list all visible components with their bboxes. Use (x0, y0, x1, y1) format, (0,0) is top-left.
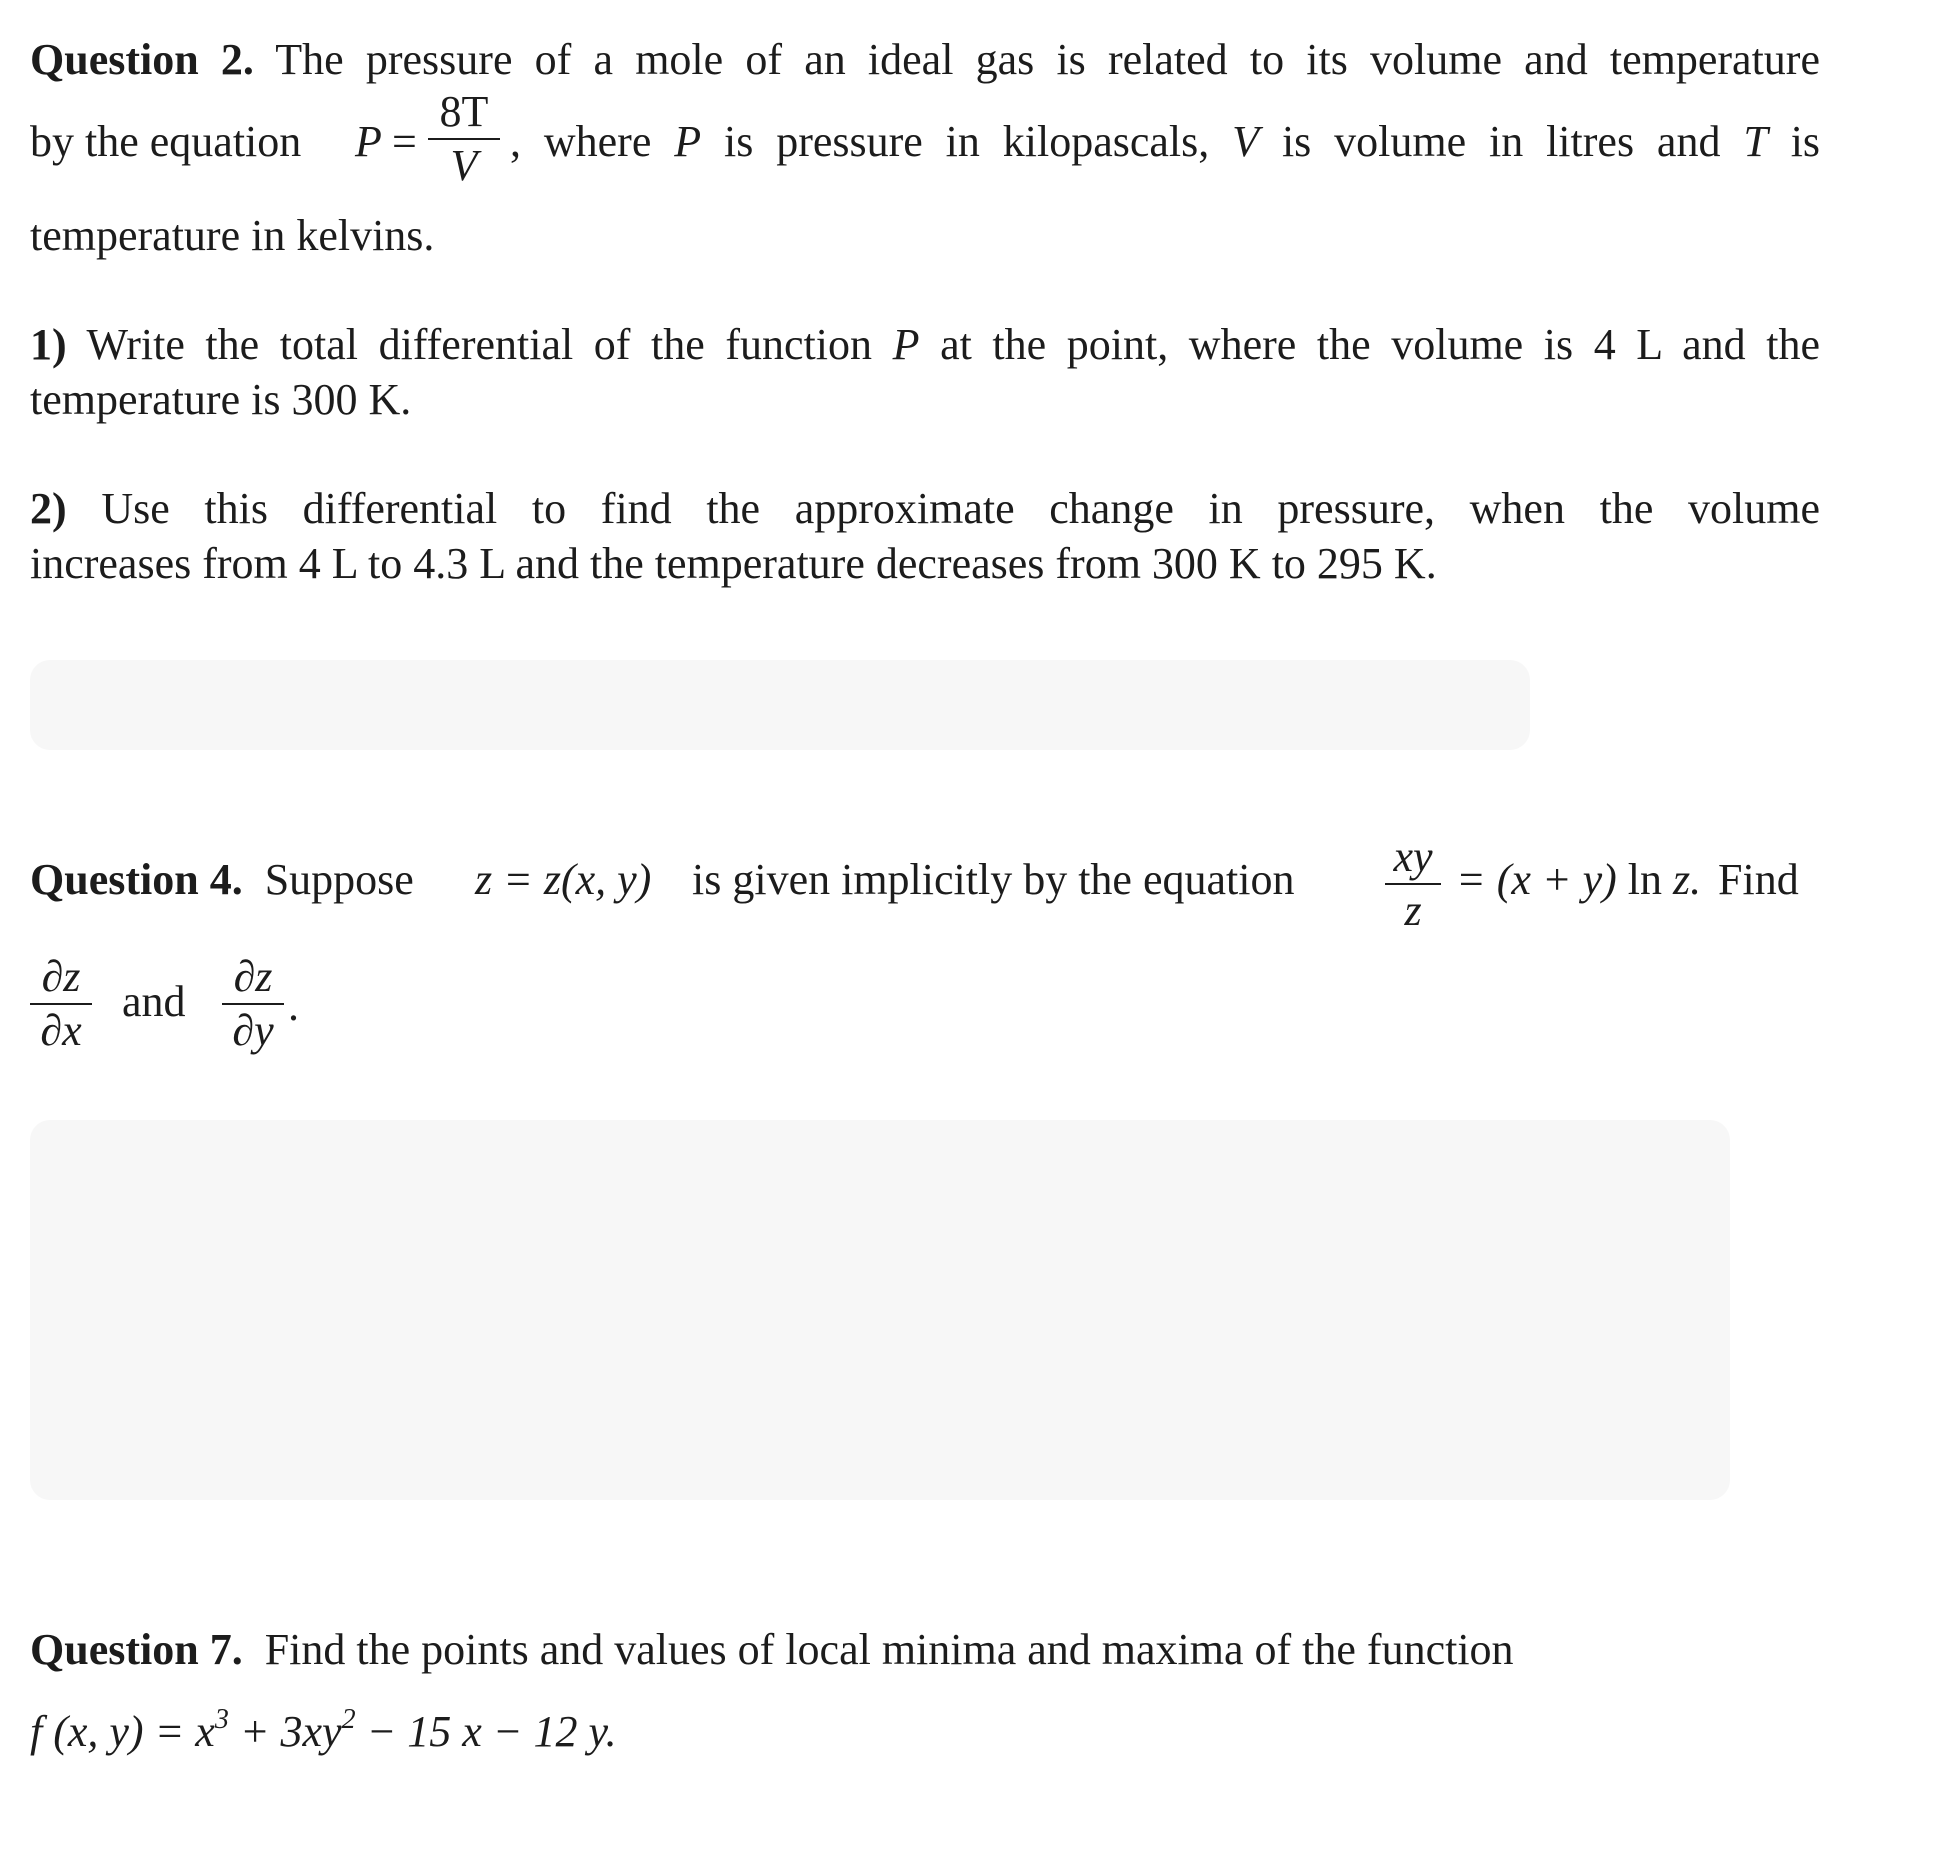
q2-line2-rest (510, 117, 1821, 166)
q4-fraction (1385, 832, 1441, 935)
q2-line1 (30, 35, 1820, 84)
q4-partial-y (222, 952, 284, 1055)
q4-partial-y-den: ∂y (232, 1006, 274, 1055)
fraction-bar (428, 138, 500, 140)
q2-var-v: V (1232, 117, 1260, 166)
q7-line1 (30, 1625, 1514, 1674)
q4-eq2 (1456, 855, 1702, 904)
fraction-bar (222, 1003, 284, 1005)
scan-smudge (30, 660, 1530, 750)
q4-partial-y-num: ∂z (233, 952, 273, 1001)
q4-partial-x-num: ∂z (41, 952, 81, 1001)
q2-eq-sign: = (392, 117, 417, 166)
q2-part2-line2: increases from 4 L to 4.3 L and the temperature decreases from 300 K to 295 K. (30, 539, 1437, 588)
q2-text-pressure: is pressure in kilopascals, (724, 117, 1210, 166)
q4-partial-x (30, 952, 92, 1055)
q7-text: Find the points and values of local minima and maxima of the function (264, 1625, 1514, 1674)
q2-line3: temperature in kelvins. (30, 211, 435, 260)
q4-eq1: z = z(x, y) (475, 855, 652, 904)
q4-and: and (122, 977, 186, 1026)
q2-part2-line1 (30, 484, 1820, 533)
q2-part2-label: 2) (30, 484, 67, 533)
q2-fraction (428, 87, 500, 190)
q7-f-tail: − 15 x − 12 y. (366, 1707, 617, 1756)
q4-period: . (288, 981, 299, 1030)
fraction-bar (30, 1003, 92, 1005)
q2-heading: Question 2. (30, 35, 254, 84)
q4-frac-denominator: z (1404, 886, 1422, 935)
q7-function (30, 1706, 617, 1754)
fraction-bar (1385, 883, 1441, 885)
q4-eq2-z: z. (1672, 855, 1702, 904)
q4-eq2-expr: = (x + y) (1456, 855, 1617, 904)
q4-line1-start (30, 855, 414, 904)
q2-intro-text: The pressure of a mole of an ideal gas is related to its volume and temperature (275, 35, 1820, 84)
q2-eq-prefix: by the equation (30, 117, 302, 166)
q7-f-lhs: f (x, y) = x (30, 1707, 215, 1756)
q7-heading: Question 7. (30, 1625, 243, 1674)
q2-var-t: T (1743, 117, 1768, 166)
q2-text-where: , where (510, 117, 652, 166)
q2-part1-line2: temperature is 300 K. (30, 375, 412, 424)
scan-smudge (30, 1120, 1730, 1500)
q2-var-p: P (674, 117, 702, 166)
q7-f-mid: + 3xy (239, 1707, 342, 1756)
q2-part1-text-a: Write the total differential of the function (86, 320, 873, 369)
q2-part1-var: P (892, 320, 920, 369)
q2-frac-denominator: V (450, 141, 478, 190)
q4-heading: Question 4. (30, 855, 243, 904)
q4-eq2-ln: ln (1627, 855, 1662, 904)
q2-part1-line1 (30, 320, 1820, 369)
q2-text-is: is (1790, 117, 1821, 166)
q4-text-implicit: is given implicitly by the equation (692, 855, 1295, 904)
q4-text-suppose: Suppose (264, 855, 414, 904)
q2-part2-text: Use this differential to find the approximate change in pressure, when the volume (101, 484, 1820, 533)
q2-line2-start (30, 117, 302, 166)
q2-text-volume: is volume in litres and (1281, 117, 1721, 166)
q4-partial-x-den: ∂x (40, 1006, 82, 1055)
q2-eq-var: P (355, 117, 382, 166)
q2-part1-text-b: at the point, where the volume is 4 L and the (940, 320, 1820, 369)
q4-find: Find (1718, 855, 1799, 904)
q4-frac-numerator: xy (1393, 832, 1433, 881)
q7-exp2: 2 (341, 1704, 356, 1735)
q2-frac-numerator: 8T (439, 87, 489, 136)
q2-part1-label: 1) (30, 320, 67, 369)
q7-exp1: 3 (214, 1704, 229, 1735)
